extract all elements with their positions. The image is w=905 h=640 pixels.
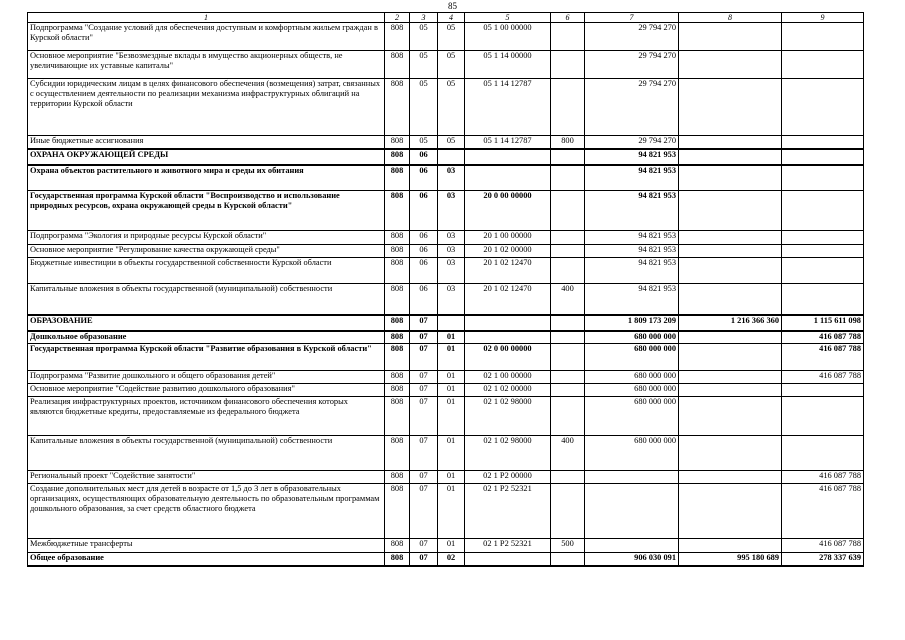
- row-name: Общее образование: [28, 553, 385, 567]
- ministry-code: 808: [385, 471, 410, 484]
- subsection-code: 01: [438, 436, 465, 471]
- row-name: Охрана объектов растительного и животного мира и среды их обитания: [28, 165, 385, 191]
- ministry-code: 808: [385, 484, 410, 539]
- target-article: 20 0 00 00000: [465, 191, 551, 231]
- row-name: ОХРАНА ОКРУЖАЮЩЕЙ СРЕДЫ: [28, 149, 385, 165]
- section-code: 07: [410, 471, 438, 484]
- table-row: [28, 79, 864, 136]
- column-number: 7: [585, 13, 679, 23]
- amount-col-8: [679, 371, 782, 384]
- table-row: [28, 331, 864, 344]
- amount-col-7: 1 809 173 209: [585, 315, 679, 331]
- subsection-code: 01: [438, 344, 465, 371]
- section-code: 07: [410, 384, 438, 397]
- subsection-code: 05: [438, 23, 465, 51]
- column-number: 1: [28, 13, 385, 23]
- section-code: 06: [410, 165, 438, 191]
- section-code: 07: [410, 436, 438, 471]
- subsection-code: 01: [438, 471, 465, 484]
- expense-type: [551, 245, 585, 258]
- row-name: Государственная программа Курской области "Воспроизводство и использование природных ресурсов, охрана окружающей среды в Курской области": [28, 191, 385, 231]
- target-article: 02 1 02 98000: [465, 436, 551, 471]
- target-article: 05 1 14 12787: [465, 136, 551, 150]
- ministry-code: 808: [385, 136, 410, 150]
- amount-col-7: 680 000 000: [585, 344, 679, 371]
- section-code: 05: [410, 51, 438, 79]
- target-article: [465, 331, 551, 344]
- table-row: [28, 258, 864, 284]
- row-name: Региональный проект "Содействие занятости": [28, 471, 385, 484]
- amount-col-7: 680 000 000: [585, 397, 679, 436]
- amount-col-7: 29 794 270: [585, 23, 679, 51]
- table-row: [28, 191, 864, 231]
- section-code: 06: [410, 191, 438, 231]
- ministry-code: 808: [385, 553, 410, 567]
- expense-type: 400: [551, 284, 585, 316]
- section-code: 07: [410, 553, 438, 567]
- table-row: [28, 384, 864, 397]
- amount-col-7: 94 821 953: [585, 149, 679, 165]
- subsection-code: [438, 149, 465, 165]
- table-row: [28, 344, 864, 371]
- row-name: Иные бюджетные ассигнования: [28, 136, 385, 150]
- column-number: 9: [782, 13, 864, 23]
- amount-col-8: [679, 23, 782, 51]
- column-number: 3: [410, 13, 438, 23]
- amount-col-7: 94 821 953: [585, 284, 679, 316]
- amount-col-8: [679, 79, 782, 136]
- subsection-code: 01: [438, 539, 465, 553]
- amount-col-8: [679, 191, 782, 231]
- expense-type: [551, 471, 585, 484]
- ministry-code: 808: [385, 397, 410, 436]
- amount-col-7: 94 821 953: [585, 258, 679, 284]
- subsection-code: 01: [438, 397, 465, 436]
- budget-table: [27, 12, 864, 567]
- amount-col-8: [679, 384, 782, 397]
- amount-col-9: 278 337 639: [782, 553, 864, 567]
- expense-type: [551, 344, 585, 371]
- expense-type: [551, 384, 585, 397]
- subsection-code: 05: [438, 136, 465, 150]
- amount-col-7: 29 794 270: [585, 79, 679, 136]
- amount-col-9: 416 087 788: [782, 371, 864, 384]
- expense-type: [551, 371, 585, 384]
- section-code: 07: [410, 331, 438, 344]
- amount-col-7: 29 794 270: [585, 136, 679, 150]
- subsection-code: 05: [438, 79, 465, 136]
- subsection-code: 03: [438, 191, 465, 231]
- expense-type: 500: [551, 539, 585, 553]
- ministry-code: 808: [385, 245, 410, 258]
- amount-col-9: [782, 79, 864, 136]
- expense-type: [551, 23, 585, 51]
- subsection-code: 03: [438, 284, 465, 316]
- table-row: [28, 245, 864, 258]
- subsection-code: 03: [438, 165, 465, 191]
- amount-col-7: [585, 471, 679, 484]
- section-code: 07: [410, 315, 438, 331]
- amount-col-8: [679, 284, 782, 316]
- table-row: [28, 553, 864, 567]
- amount-col-7: 29 794 270: [585, 51, 679, 79]
- amount-col-9: [782, 284, 864, 316]
- ministry-code: 808: [385, 23, 410, 51]
- target-article: 20 1 02 00000: [465, 245, 551, 258]
- amount-col-8: 995 180 689: [679, 553, 782, 567]
- expense-type: [551, 397, 585, 436]
- subsection-code: 01: [438, 484, 465, 539]
- amount-col-9: 416 087 788: [782, 344, 864, 371]
- amount-col-8: [679, 149, 782, 165]
- row-name: Основное мероприятие "Безвозмездные вклады в имущество акционерных обществ, не увеличивающие их уставные капиталы": [28, 51, 385, 79]
- row-name: Субсидии юридическим лицам в целях финансового обеспечения (возмещения) затрат, связанных с осуществлением деятельности по реализации механизма инфраструктурных облигаций на территории Курской области: [28, 79, 385, 136]
- table-row: [28, 371, 864, 384]
- expense-type: [551, 553, 585, 567]
- ministry-code: 808: [385, 258, 410, 284]
- row-name: Бюджетные инвестиции в объекты государственной собственности Курской области: [28, 258, 385, 284]
- amount-col-7: 94 821 953: [585, 191, 679, 231]
- row-name: Подпрограмма "Экология и природные ресурсы Курской области": [28, 231, 385, 245]
- amount-col-7: 906 030 091: [585, 553, 679, 567]
- amount-col-8: [679, 165, 782, 191]
- expense-type: [551, 484, 585, 539]
- table-row: [28, 397, 864, 436]
- amount-col-7: 680 000 000: [585, 331, 679, 344]
- target-article: 02 1 02 00000: [465, 384, 551, 397]
- ministry-code: 808: [385, 344, 410, 371]
- row-name: Подпрограмма "Создание условий для обеспечения доступным и комфортным жильем граждан в Курской области": [28, 23, 385, 51]
- ministry-code: 808: [385, 79, 410, 136]
- table-row: [28, 149, 864, 165]
- section-code: 05: [410, 79, 438, 136]
- page-number: 85: [448, 1, 457, 11]
- amount-col-8: [679, 484, 782, 539]
- expense-type: 400: [551, 436, 585, 471]
- subsection-code: 02: [438, 553, 465, 567]
- amount-col-8: [679, 231, 782, 245]
- amount-col-7: 94 821 953: [585, 231, 679, 245]
- amount-col-8: [679, 539, 782, 553]
- target-article: 02 1 P2 00000: [465, 471, 551, 484]
- section-code: 06: [410, 149, 438, 165]
- amount-col-9: 416 087 788: [782, 539, 864, 553]
- amount-col-9: [782, 51, 864, 79]
- section-code: 05: [410, 23, 438, 51]
- row-name: Основное мероприятие "Регулирование качества окружающей среды": [28, 245, 385, 258]
- amount-col-9: 416 087 788: [782, 331, 864, 344]
- amount-col-9: [782, 136, 864, 150]
- expense-type: [551, 149, 585, 165]
- ministry-code: 808: [385, 331, 410, 344]
- ministry-code: 808: [385, 231, 410, 245]
- amount-col-8: [679, 344, 782, 371]
- section-code: 07: [410, 371, 438, 384]
- section-code: 07: [410, 344, 438, 371]
- amount-col-8: [679, 51, 782, 79]
- table-row: [28, 315, 864, 331]
- row-name: Межбюджетные трансферты: [28, 539, 385, 553]
- table-row: [28, 284, 864, 316]
- amount-col-9: 1 115 611 098: [782, 315, 864, 331]
- amount-col-8: [679, 258, 782, 284]
- amount-col-8: [679, 136, 782, 150]
- expense-type: [551, 51, 585, 79]
- amount-col-9: [782, 397, 864, 436]
- target-article: 20 1 00 00000: [465, 231, 551, 245]
- table-row: [28, 471, 864, 484]
- table-row: [28, 165, 864, 191]
- ministry-code: 808: [385, 284, 410, 316]
- target-article: [465, 149, 551, 165]
- row-name: Дошкольное образование: [28, 331, 385, 344]
- ministry-code: 808: [385, 371, 410, 384]
- amount-col-9: [782, 165, 864, 191]
- target-article: 02 1 02 98000: [465, 397, 551, 436]
- amount-col-7: 680 000 000: [585, 371, 679, 384]
- expense-type: [551, 165, 585, 191]
- ministry-code: 808: [385, 149, 410, 165]
- target-article: 20 1 02 12470: [465, 284, 551, 316]
- target-article: 05 1 14 12787: [465, 79, 551, 136]
- section-code: 07: [410, 539, 438, 553]
- target-article: 02 1 00 00000: [465, 371, 551, 384]
- amount-col-9: 416 087 788: [782, 484, 864, 539]
- target-article: [465, 315, 551, 331]
- section-code: 06: [410, 231, 438, 245]
- subsection-code: 01: [438, 384, 465, 397]
- table-row: [28, 539, 864, 553]
- amount-col-8: [679, 471, 782, 484]
- amount-col-7: 680 000 000: [585, 436, 679, 471]
- table-row: [28, 23, 864, 51]
- column-number: 6: [551, 13, 585, 23]
- table-row: [28, 436, 864, 471]
- amount-col-9: [782, 231, 864, 245]
- amount-col-9: 416 087 788: [782, 471, 864, 484]
- row-name: ОБРАЗОВАНИЕ: [28, 315, 385, 331]
- amount-col-9: [782, 191, 864, 231]
- amount-col-9: [782, 436, 864, 471]
- expense-type: [551, 79, 585, 136]
- table-row: [28, 231, 864, 245]
- table-row: [28, 136, 864, 150]
- subsection-code: 05: [438, 51, 465, 79]
- subsection-code: 03: [438, 231, 465, 245]
- subsection-code: 03: [438, 245, 465, 258]
- target-article: 02 0 00 00000: [465, 344, 551, 371]
- amount-col-8: 1 216 366 360: [679, 315, 782, 331]
- target-article: 20 1 02 12470: [465, 258, 551, 284]
- amount-col-9: [782, 258, 864, 284]
- ministry-code: 808: [385, 539, 410, 553]
- amount-col-7: [585, 539, 679, 553]
- amount-col-9: [782, 149, 864, 165]
- section-code: 06: [410, 258, 438, 284]
- amount-col-7: 94 821 953: [585, 245, 679, 258]
- ministry-code: 808: [385, 436, 410, 471]
- amount-col-7: [585, 484, 679, 539]
- target-article: 02 1 P2 52321: [465, 484, 551, 539]
- amount-col-9: [782, 384, 864, 397]
- subsection-code: 01: [438, 331, 465, 344]
- amount-col-8: [679, 331, 782, 344]
- ministry-code: 808: [385, 384, 410, 397]
- section-code: 05: [410, 136, 438, 150]
- column-number-row: [28, 13, 864, 23]
- expense-type: [551, 331, 585, 344]
- amount-col-7: 94 821 953: [585, 165, 679, 191]
- amount-col-8: [679, 397, 782, 436]
- table-row: [28, 484, 864, 539]
- subsection-code: [438, 315, 465, 331]
- amount-col-7: 680 000 000: [585, 384, 679, 397]
- column-number: 5: [465, 13, 551, 23]
- subsection-code: 01: [438, 371, 465, 384]
- table-row: [28, 51, 864, 79]
- target-article: 05 1 00 00000: [465, 23, 551, 51]
- ministry-code: 808: [385, 165, 410, 191]
- amount-col-8: [679, 436, 782, 471]
- expense-type: 800: [551, 136, 585, 150]
- column-number: 4: [438, 13, 465, 23]
- target-article: 05 1 14 00000: [465, 51, 551, 79]
- expense-type: [551, 231, 585, 245]
- row-name: Государственная программа Курской области "Развитие образования в Курской области": [28, 344, 385, 371]
- expense-type: [551, 315, 585, 331]
- section-code: 06: [410, 245, 438, 258]
- column-number: 8: [679, 13, 782, 23]
- section-code: 06: [410, 284, 438, 316]
- row-name: Подпрограмма "Развитие дошкольного и общего образования детей": [28, 371, 385, 384]
- amount-col-9: [782, 245, 864, 258]
- row-name: Капитальные вложения в объекты государственной (муниципальной) собственности: [28, 284, 385, 316]
- section-code: 07: [410, 397, 438, 436]
- target-article: 02 1 P2 52321: [465, 539, 551, 553]
- expense-type: [551, 191, 585, 231]
- target-article: [465, 165, 551, 191]
- row-name: Реализация инфраструктурных проектов, источником финансового обеспечения которых являются бюджетные кредиты, предоставляемые из федерального бюджета: [28, 397, 385, 436]
- amount-col-8: [679, 245, 782, 258]
- section-code: 07: [410, 484, 438, 539]
- subsection-code: 03: [438, 258, 465, 284]
- ministry-code: 808: [385, 315, 410, 331]
- row-name: Капитальные вложения в объекты государственной (муниципальной) собственности: [28, 436, 385, 471]
- column-number: 2: [385, 13, 410, 23]
- row-name: Создание дополнительных мест для детей в возрасте от 1,5 до 3 лет в образовательных организациях, осуществляющих образовательную деятельность по образовательным программам дошкольного образования, за счет средств областного бюджета: [28, 484, 385, 539]
- row-name: Основное мероприятие "Содействие развитию дошкольного образования": [28, 384, 385, 397]
- amount-col-9: [782, 23, 864, 51]
- ministry-code: 808: [385, 51, 410, 79]
- expense-type: [551, 258, 585, 284]
- ministry-code: 808: [385, 191, 410, 231]
- target-article: [465, 553, 551, 567]
